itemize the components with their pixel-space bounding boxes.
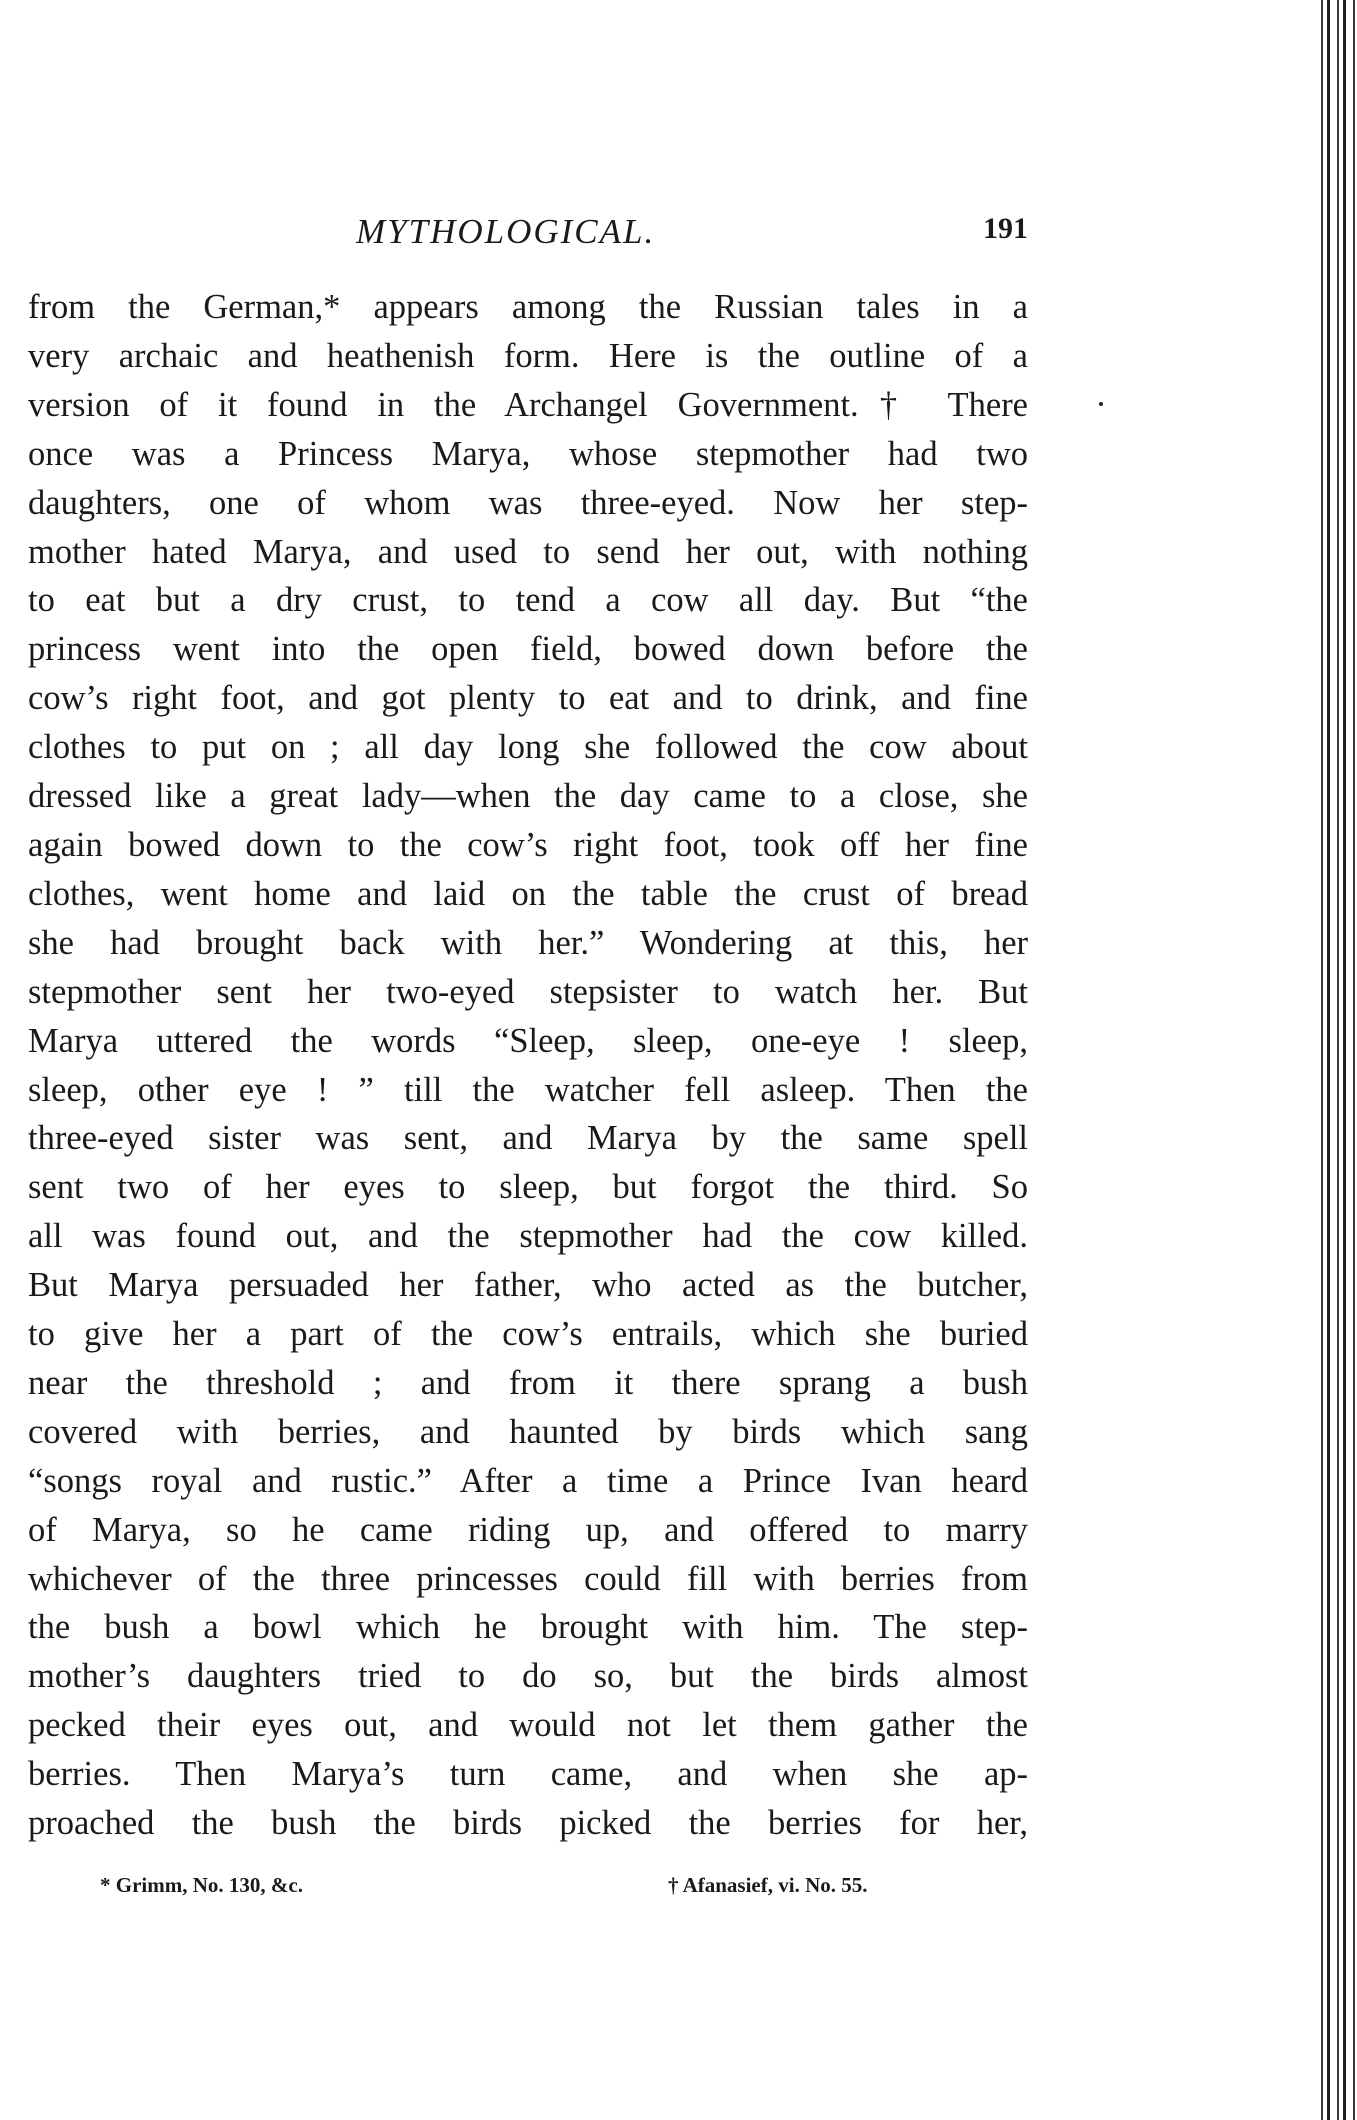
page-edge-binding bbox=[1317, 0, 1357, 2120]
footnote-grimm: * Grimm, No. 130, &c. bbox=[100, 1873, 303, 1897]
text-line: dressed like a great lady—when the day came to a close, she bbox=[28, 777, 1028, 816]
text-line: mother’s daughters tried to do so, but the birds almost bbox=[28, 1657, 1028, 1696]
text-line: covered with berries, and haunted by birds which sang bbox=[28, 1412, 1028, 1451]
text-line: clothes, went home and laid on the table the crust of bread bbox=[28, 874, 1028, 913]
text-line: very archaic and heathenish form. Here is the outline of a bbox=[28, 336, 1028, 375]
footnotes bbox=[100, 1873, 960, 1909]
text-line: all was found out, and the stepmother had the cow killed. bbox=[28, 1217, 1028, 1256]
text-line: whichever of the three princesses could fill with berries from bbox=[28, 1559, 1028, 1598]
text-line: stepmother sent her two-eyed stepsister to watch her. But bbox=[28, 972, 1028, 1011]
text-line: three-eyed sister was sent, and Marya by the same spell bbox=[28, 1119, 1028, 1158]
text-line: princess went into the open field, bowed down before the bbox=[28, 630, 1028, 669]
text-line: from the German,* appears among the Russian tales in a bbox=[28, 288, 1028, 326]
text-line: of Marya, so he came riding up, and offered to marry bbox=[28, 1510, 1028, 1549]
scan-speck bbox=[1099, 402, 1103, 406]
text-line: sent two of her eyes to sleep, but forgot the third. So bbox=[28, 1168, 1028, 1207]
text-line: pecked their eyes out, and would not let them gather the bbox=[28, 1706, 1028, 1745]
text-line: to give her a part of the cow’s entrails, which she buried bbox=[28, 1315, 1028, 1354]
text-line: the bush a bowl which he brought with him. The step- bbox=[28, 1608, 1028, 1647]
text-line: cow’s right foot, and got plenty to eat and to drink, and fine bbox=[28, 679, 1028, 718]
text-line: Marya uttered the words “Sleep, sleep, one-eye ! sleep, bbox=[28, 1021, 1028, 1060]
text-line: again bowed down to the cow’s right foot, took off her fine bbox=[28, 825, 1028, 864]
text-line: proached the bush the birds picked the berries for her, bbox=[28, 1804, 1028, 1843]
text-line: once was a Princess Marya, whose stepmother had two bbox=[28, 434, 1028, 473]
text-line: to eat but a dry crust, to tend a cow all day. But “the bbox=[28, 581, 1028, 620]
footnote-afanasief: † Afanasief, vi. No. 55. bbox=[668, 1873, 868, 1897]
running-title: MYTHOLOGICAL. bbox=[356, 212, 656, 251]
page-header bbox=[28, 212, 1028, 256]
text-line: But Marya persuaded her father, who acted as the butcher, bbox=[28, 1266, 1028, 1305]
text-line: near the threshold ; and from it there sprang a bush bbox=[28, 1363, 1028, 1402]
text-line: berries. Then Marya’s turn came, and when she ap- bbox=[28, 1755, 1028, 1794]
body-text bbox=[28, 283, 1028, 1848]
text-line: clothes to put on ; all day long she followed the cow about bbox=[28, 728, 1028, 767]
text-line: version of it found in the Archangel Government.† There bbox=[28, 385, 1028, 424]
text-line: “songs royal and rustic.” After a time a Prince Ivan heard bbox=[28, 1461, 1028, 1500]
text-line: sleep, other eye ! ” till the watcher fell asleep. Then the bbox=[28, 1070, 1028, 1109]
text-line: she had brought back with her.” Wondering at this, her bbox=[28, 923, 1028, 962]
page-number: 191 bbox=[983, 212, 1028, 245]
text-line: mother hated Marya, and used to send her out, with nothing bbox=[28, 532, 1028, 571]
text-line: daughters, one of whom was three-eyed. Now her step- bbox=[28, 483, 1028, 522]
